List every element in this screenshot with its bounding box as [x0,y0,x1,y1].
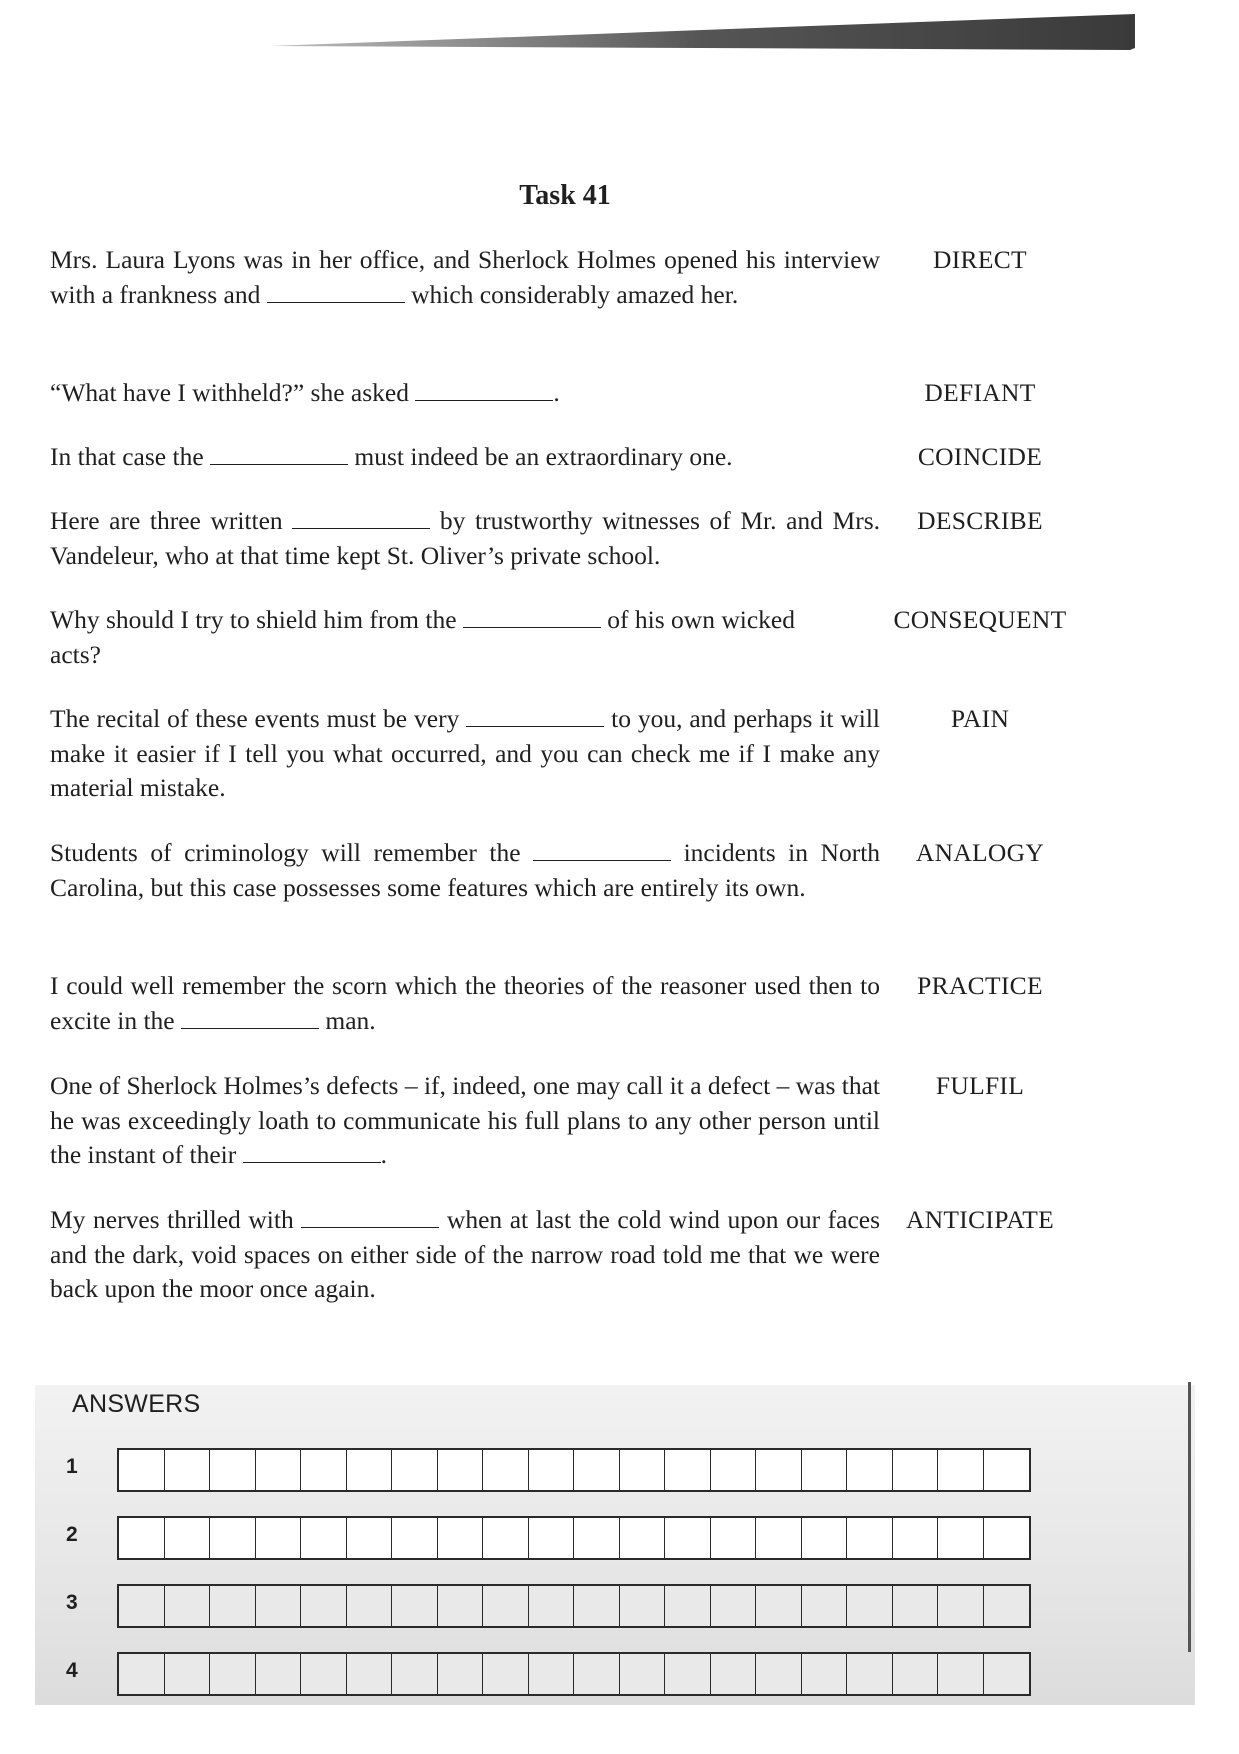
answer-cell[interactable] [984,1654,1030,1694]
answer-gap [463,607,601,628]
answer-cell[interactable] [210,1586,256,1626]
item-text-before: Mrs. Laura Lyons was in her office, and Sherlock Holmes opened his interview with a frankness and [50,245,880,309]
exercise-item-2 [50,376,880,411]
answer-cell[interactable] [574,1586,620,1626]
answer-cell[interactable] [483,1654,529,1694]
answer-cell[interactable] [893,1586,939,1626]
answer-cell[interactable] [756,1518,802,1558]
answer-cell[interactable] [529,1586,575,1626]
answers-label: ANSWERS [72,1390,201,1418]
answer-cell[interactable] [119,1654,165,1694]
answer-cell[interactable] [756,1654,802,1694]
answer-cells[interactable] [117,1584,1031,1628]
answer-row-number: 4 [66,1659,78,1682]
answer-gap [267,282,405,303]
answer-gap [466,706,604,727]
answer-gap [243,1142,381,1163]
answer-cell[interactable] [665,1654,711,1694]
answer-cell[interactable] [574,1654,620,1694]
answer-cell[interactable] [893,1518,939,1558]
item-text-before: “What have I withheld?” she asked [50,378,409,407]
exercise-item-5 [50,603,820,672]
item-text-after: man. [325,1005,376,1035]
item-text-after: when at last the cold wind upon our faces and the dark, void spaces on either side of the narrow road told me that we were back upon the moor once again. [50,1205,881,1303]
item-text-after: . [553,378,560,407]
answer-cell[interactable] [665,1586,711,1626]
answer-cell[interactable] [210,1518,256,1558]
answer-cell[interactable] [119,1518,165,1558]
answer-cell[interactable] [711,1654,757,1694]
answer-gap [292,508,430,529]
answer-cell[interactable] [847,1586,893,1626]
answer-cell[interactable] [438,1450,484,1490]
key-word-6: PAIN [950,704,1010,733]
key-word-1: DIRECT [933,245,1027,274]
answer-cell[interactable] [347,1518,393,1558]
answer-cell[interactable] [529,1518,575,1558]
answer-gap [415,380,553,401]
answer-cell[interactable] [620,1654,666,1694]
item-text-after: which considerably amazed her. [411,279,739,309]
answer-cell[interactable] [119,1586,165,1626]
answer-cell[interactable] [392,1450,438,1490]
item-text-after: . [380,1140,387,1169]
item-text-before: In that case the [50,442,204,471]
item-text-before: I could well remember the scorn which the theories of the reasoner used then to excite in the [50,971,880,1035]
answer-cell[interactable] [938,1654,984,1694]
answer-cell[interactable] [438,1586,484,1626]
answer-cell[interactable] [893,1654,939,1694]
item-text-before: One of Sherlock Holmes’s defects – if, indeed, one may call it a defect – was that he was exceedingly loath to communicate his full plans to any other person until the instant of their [50,1071,880,1169]
answer-cell[interactable] [438,1518,484,1558]
answer-cell[interactable] [984,1518,1030,1558]
answer-cell[interactable] [802,1654,848,1694]
answer-cell[interactable] [756,1586,802,1626]
item-text-after: must indeed be an extraordinary one. [354,442,733,471]
answer-cell[interactable] [802,1586,848,1626]
item-text-before: My nerves thrilled with [50,1205,294,1234]
answer-cell[interactable] [893,1450,939,1490]
answer-cell[interactable] [574,1450,620,1490]
answer-cell[interactable] [574,1518,620,1558]
answer-cells[interactable] [117,1516,1031,1560]
answer-cell[interactable] [347,1586,393,1626]
answer-cell[interactable] [847,1450,893,1490]
answer-cell[interactable] [301,1518,347,1558]
key-word-3: COINCIDE [917,442,1043,471]
exercise-item-7 [50,836,880,905]
answer-cell[interactable] [620,1586,666,1626]
answer-cell[interactable] [984,1586,1030,1626]
answer-cell[interactable] [165,1586,211,1626]
answer-cell[interactable] [483,1518,529,1558]
item-text-before: The recital of these events must be very [50,704,460,733]
answer-cell[interactable] [665,1450,711,1490]
answer-cells[interactable] [117,1652,1031,1696]
answer-cell[interactable] [938,1450,984,1490]
answer-cell[interactable] [392,1654,438,1694]
answer-cell[interactable] [256,1654,302,1694]
answer-row-number: 3 [66,1591,78,1614]
answer-cell[interactable] [984,1450,1030,1490]
answer-cell[interactable] [711,1518,757,1558]
answer-cell[interactable] [392,1518,438,1558]
answer-cell[interactable] [711,1450,757,1490]
answer-cell[interactable] [756,1450,802,1490]
answer-cell[interactable] [256,1518,302,1558]
answer-cell[interactable] [620,1518,666,1558]
key-word-8: PRACTICE [917,971,1043,1000]
answer-gap [181,1008,319,1029]
answer-gap [210,444,348,465]
answer-cell[interactable] [119,1450,165,1490]
exercise-item-6 [50,702,880,806]
answer-cell[interactable] [256,1450,302,1490]
answer-row-number: 1 [66,1455,78,1478]
page-edge-shadow [270,14,1135,54]
key-word-5: CONSEQUENT [893,605,1067,634]
answer-cell[interactable] [529,1450,575,1490]
answer-cell[interactable] [210,1654,256,1694]
answer-cell[interactable] [301,1450,347,1490]
exercise-item-3 [50,440,880,475]
answer-cell[interactable] [210,1450,256,1490]
exercise-item-9 [50,1069,880,1173]
answer-cell[interactable] [347,1450,393,1490]
key-word-7: ANALOGY [915,838,1045,867]
key-word-10: ANTICIPATE [906,1205,1054,1234]
item-text-before: Why should I try to shield him from the [50,605,457,634]
answer-cell[interactable] [438,1654,484,1694]
key-word-9: FULFIL [935,1071,1025,1100]
answer-cell[interactable] [301,1586,347,1626]
exercise-item-10 [50,1203,880,1307]
answer-cell[interactable] [483,1450,529,1490]
answer-cell[interactable] [847,1518,893,1558]
item-text-after: by trustworthy witnesses of Mr. and Mrs. Vandeleur, who at that time kept St. Oliver’s private school. [50,506,881,570]
exercise-item-1 [50,243,880,312]
answer-cell[interactable] [802,1450,848,1490]
answer-cell[interactable] [301,1654,347,1694]
item-text-after: of his own wicked acts? [50,605,795,669]
exercise-item-4 [50,504,880,573]
answers-panel-edge [1188,1382,1191,1652]
answer-cell[interactable] [938,1586,984,1626]
item-text-before: Students of criminology will remember the [50,838,521,867]
answer-cell[interactable] [802,1518,848,1558]
item-text-before: Here are three written [50,506,283,535]
answer-cell[interactable] [620,1450,666,1490]
answer-cell[interactable] [347,1654,393,1694]
key-word-2: DEFIANT [924,378,1036,407]
answer-cell[interactable] [711,1586,757,1626]
item-text-after: to you, and perhaps it will make it easier if I tell you what occurred, and you can check me if I make any material mistake. [50,704,880,802]
key-word-4: DESCRIBE [917,506,1043,535]
answer-cell[interactable] [938,1518,984,1558]
answer-gap [533,840,671,861]
answer-gap [301,1207,439,1228]
answer-cell[interactable] [529,1654,575,1694]
answer-cell[interactable] [483,1586,529,1626]
answer-cell[interactable] [847,1654,893,1694]
answer-cell[interactable] [392,1586,438,1626]
task-title: Task 41 [519,180,611,211]
answer-cell[interactable] [165,1450,211,1490]
answer-row-number: 2 [66,1523,78,1546]
answer-cell[interactable] [165,1518,211,1558]
item-text-after: incidents in North Carolina, but this case possesses some features which are entirely its own. [50,838,881,902]
answer-cell[interactable] [665,1518,711,1558]
answer-cells[interactable] [117,1448,1031,1492]
answer-cell[interactable] [165,1654,211,1694]
answer-cell[interactable] [256,1586,302,1626]
exercise-item-8 [50,969,880,1038]
